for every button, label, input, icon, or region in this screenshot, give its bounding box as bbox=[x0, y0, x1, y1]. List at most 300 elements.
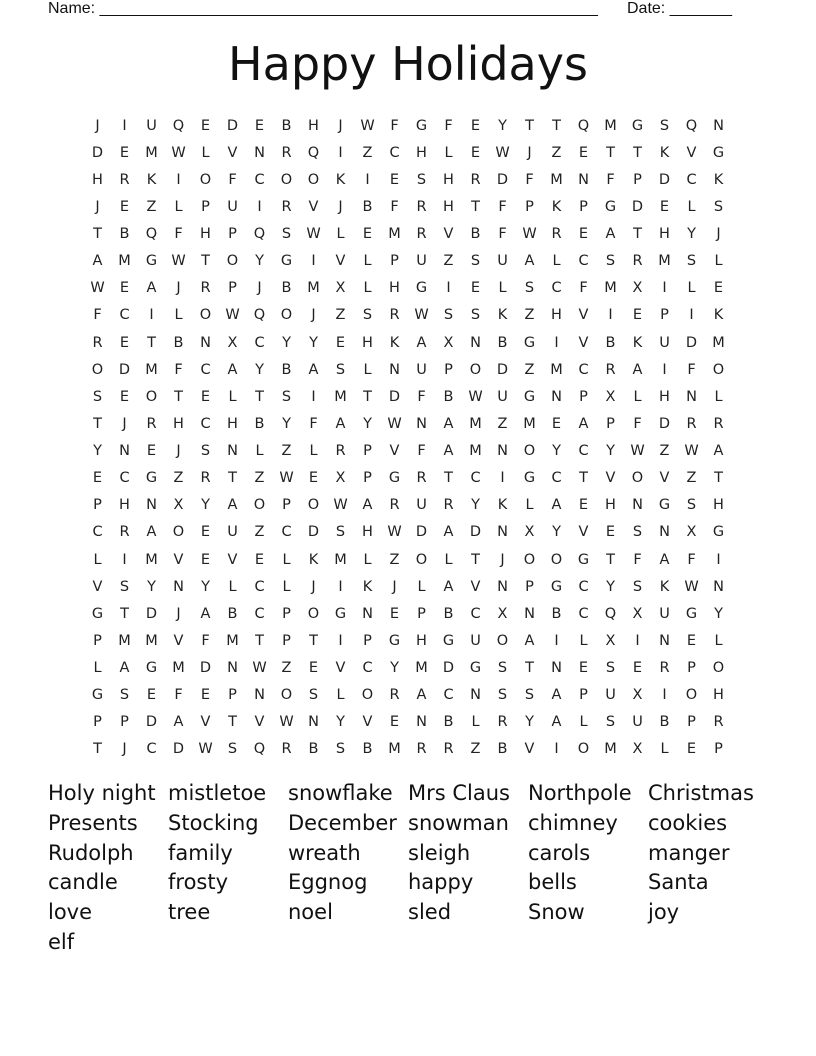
grid-letter: Q bbox=[253, 226, 266, 243]
grid-letter: B bbox=[470, 226, 481, 243]
grid-letter: L bbox=[228, 388, 237, 405]
grid-letter: Y bbox=[714, 605, 723, 622]
grid-letter: G bbox=[145, 470, 158, 487]
grid-letter: B bbox=[173, 334, 184, 351]
grid-letter: Y bbox=[282, 334, 291, 351]
grid-letter: U bbox=[470, 632, 481, 649]
grid-letter: R bbox=[119, 171, 130, 188]
grid-letter: N bbox=[227, 660, 238, 677]
grid-letter: L bbox=[282, 578, 291, 595]
grid-letter: O bbox=[280, 307, 293, 324]
grid-letter: L bbox=[552, 253, 561, 270]
grid-letter: A bbox=[416, 334, 427, 351]
grid-letter: J bbox=[122, 415, 127, 432]
grid-letter: S bbox=[335, 524, 346, 541]
grid-letter: A bbox=[443, 443, 454, 460]
grid-letter: V bbox=[389, 443, 400, 460]
grid-letter: L bbox=[282, 551, 291, 568]
grid-letter: I bbox=[662, 280, 667, 297]
grid-letter: U bbox=[227, 524, 238, 541]
word-bank-item: manger bbox=[648, 840, 730, 865]
grid-letter: N bbox=[146, 497, 157, 514]
grid-letter: L bbox=[93, 551, 102, 568]
grid-letter: V bbox=[443, 226, 454, 243]
grid-letter: S bbox=[281, 388, 292, 405]
date-line bbox=[627, 0, 732, 18]
grid-letter: Y bbox=[606, 443, 615, 460]
grid-letter: L bbox=[174, 198, 183, 215]
grid-letter: T bbox=[93, 226, 102, 243]
grid-letter: O bbox=[307, 171, 320, 188]
grid-letter: Y bbox=[93, 443, 102, 460]
grid-letter: F bbox=[444, 117, 453, 134]
grid-letter: V bbox=[308, 198, 319, 215]
grid-letter: X bbox=[632, 687, 643, 704]
word-bank-item: love bbox=[48, 900, 93, 925]
grid-letter: I bbox=[689, 307, 694, 324]
grid-letter: X bbox=[335, 470, 346, 487]
word-bank-item: mistletoe bbox=[168, 781, 267, 805]
grid-letter: L bbox=[174, 307, 183, 324]
grid-letter: P bbox=[363, 632, 372, 649]
grid-letter: B bbox=[443, 605, 454, 622]
grid-letter: O bbox=[280, 687, 293, 704]
grid-letter: M bbox=[334, 551, 347, 568]
grid-letter: T bbox=[147, 334, 156, 351]
word-bank-item: snowman bbox=[408, 810, 509, 835]
grid-letter: C bbox=[578, 361, 589, 378]
grid-letter: O bbox=[496, 632, 509, 649]
grid-letter: Z bbox=[524, 307, 535, 324]
grid-letter: B bbox=[443, 388, 454, 405]
grid-letter: H bbox=[551, 307, 562, 324]
grid-letter: L bbox=[93, 660, 102, 677]
grid-letter: Q bbox=[604, 605, 617, 622]
grid-letter: M bbox=[118, 253, 131, 270]
grid-letter: N bbox=[551, 660, 562, 677]
grid-letter: V bbox=[335, 660, 346, 677]
grid-letter: F bbox=[174, 687, 183, 704]
grid-letter: R bbox=[713, 714, 724, 731]
grid-letter: S bbox=[227, 741, 238, 758]
grid-letter: B bbox=[497, 334, 508, 351]
grid-letter: M bbox=[388, 226, 401, 243]
grid-letter: E bbox=[200, 687, 211, 704]
grid-letter: D bbox=[226, 117, 239, 134]
grid-letter: A bbox=[632, 361, 643, 378]
grid-letter: A bbox=[443, 578, 454, 595]
grid-letter: E bbox=[470, 117, 481, 134]
word-bank-item: carols bbox=[528, 840, 591, 865]
word-bank bbox=[48, 778, 768, 957]
grid-letter: I bbox=[122, 551, 127, 568]
grid-letter: R bbox=[659, 660, 670, 677]
grid-letter: N bbox=[713, 117, 724, 134]
word-bank-item: sleigh bbox=[408, 840, 471, 865]
grid-letter: F bbox=[606, 171, 615, 188]
grid-letter: L bbox=[714, 632, 723, 649]
grid-letter: D bbox=[307, 524, 320, 541]
grid-letter: H bbox=[416, 632, 427, 649]
grid-letter: P bbox=[228, 687, 237, 704]
grid-letter: N bbox=[308, 714, 319, 731]
grid-letter: L bbox=[363, 361, 372, 378]
grid-letter: Z bbox=[551, 144, 562, 161]
grid-letter: C bbox=[470, 470, 481, 487]
grid-letter: A bbox=[308, 361, 319, 378]
grid-letter: C bbox=[389, 144, 400, 161]
grid-letter: T bbox=[714, 470, 723, 487]
grid-letter: I bbox=[338, 578, 343, 595]
grid-letter: V bbox=[578, 307, 589, 324]
grid-letter: D bbox=[415, 524, 428, 541]
grid-letter: C bbox=[254, 578, 265, 595]
grid-letter: C bbox=[578, 605, 589, 622]
grid-letter: M bbox=[469, 415, 482, 432]
grid-letter: C bbox=[254, 171, 265, 188]
grid-letter: X bbox=[632, 280, 643, 297]
grid-letter: P bbox=[525, 198, 534, 215]
grid-letter: W bbox=[684, 578, 699, 595]
grid-letter: J bbox=[95, 198, 100, 215]
grid-letter: I bbox=[149, 307, 154, 324]
grid-letter: V bbox=[578, 334, 589, 351]
grid-letter: U bbox=[416, 361, 427, 378]
grid-letter: C bbox=[146, 741, 157, 758]
grid-letter: O bbox=[307, 497, 320, 514]
grid-letter: G bbox=[469, 660, 482, 677]
grid-letter: Y bbox=[552, 443, 561, 460]
grid-letter: Z bbox=[470, 741, 481, 758]
grid-letter: S bbox=[416, 171, 427, 188]
grid-letter: V bbox=[335, 253, 346, 270]
grid-letter: E bbox=[119, 198, 130, 215]
grid-letter: R bbox=[470, 171, 481, 188]
grid-letter: J bbox=[95, 117, 100, 134]
word-bank-item: bells bbox=[528, 870, 577, 895]
grid-letter: E bbox=[119, 388, 130, 405]
grid-letter: Q bbox=[685, 117, 698, 134]
grid-letter: T bbox=[606, 551, 615, 568]
grid-letter: T bbox=[471, 198, 480, 215]
grid-letter: R bbox=[416, 470, 427, 487]
grid-letter: T bbox=[606, 144, 615, 161]
grid-letter: T bbox=[633, 144, 642, 161]
grid-letter: G bbox=[91, 687, 104, 704]
grid-letter: C bbox=[200, 361, 211, 378]
word-bank-item: tree bbox=[168, 900, 211, 925]
grid-letter: E bbox=[551, 415, 562, 432]
grid-letter: W bbox=[279, 470, 294, 487]
grid-letter: V bbox=[173, 632, 184, 649]
grid-letter: Q bbox=[253, 741, 266, 758]
grid-letter: J bbox=[257, 280, 262, 297]
grid-letter: P bbox=[579, 687, 588, 704]
grid-letter: R bbox=[200, 470, 211, 487]
grid-letter: N bbox=[632, 497, 643, 514]
grid-letter: W bbox=[198, 741, 213, 758]
grid-letter: O bbox=[415, 551, 428, 568]
grid-letter: X bbox=[173, 497, 184, 514]
grid-letter: P bbox=[390, 253, 399, 270]
grid-letter: T bbox=[309, 632, 318, 649]
grid-letter: I bbox=[554, 334, 559, 351]
grid-letter: R bbox=[92, 334, 103, 351]
grid-letter: L bbox=[201, 144, 210, 161]
grid-letter: A bbox=[416, 687, 427, 704]
grid-letter: L bbox=[228, 578, 237, 595]
grid-letter: E bbox=[659, 198, 670, 215]
grid-letter: P bbox=[93, 497, 102, 514]
grid-letter: F bbox=[687, 551, 696, 568]
grid-letter: Y bbox=[552, 524, 561, 541]
grid-letter: G bbox=[442, 632, 455, 649]
grid-letter: N bbox=[227, 443, 238, 460]
grid-letter: L bbox=[363, 551, 372, 568]
grid-letter: B bbox=[497, 741, 508, 758]
word-bank-item: joy bbox=[648, 900, 680, 925]
grid-letter: N bbox=[119, 443, 130, 460]
grid-letter: T bbox=[174, 388, 183, 405]
grid-letter: R bbox=[443, 497, 454, 514]
grid-letter: T bbox=[525, 117, 534, 134]
grid-letter: S bbox=[632, 524, 643, 541]
grid-letter: R bbox=[146, 415, 157, 432]
grid-letter: I bbox=[554, 632, 559, 649]
grid-letter: W bbox=[495, 144, 510, 161]
grid-letter: M bbox=[469, 443, 482, 460]
grid-letter: V bbox=[470, 578, 481, 595]
grid-letter: M bbox=[523, 415, 536, 432]
grid-letter: J bbox=[527, 144, 532, 161]
grid-letter: K bbox=[659, 578, 670, 595]
word-bank-item: Northpole bbox=[528, 781, 632, 805]
grid-letter: A bbox=[551, 687, 562, 704]
grid-letter: O bbox=[685, 687, 698, 704]
grid-letter: Y bbox=[255, 253, 264, 270]
grid-letter: L bbox=[336, 226, 345, 243]
grid-letter: I bbox=[662, 687, 667, 704]
grid-letter: E bbox=[119, 334, 130, 351]
grid-letter: F bbox=[579, 280, 588, 297]
grid-letter: Z bbox=[173, 470, 184, 487]
grid-letter: R bbox=[713, 415, 724, 432]
grid-letter: R bbox=[443, 741, 454, 758]
grid-letter: E bbox=[578, 497, 589, 514]
grid-letter: C bbox=[686, 171, 697, 188]
grid-letter: A bbox=[362, 497, 373, 514]
grid-letter: F bbox=[633, 415, 642, 432]
grid-letter: Y bbox=[255, 361, 264, 378]
grid-letter: E bbox=[146, 687, 157, 704]
grid-letter: B bbox=[281, 280, 292, 297]
grid-letter: G bbox=[712, 144, 725, 161]
grid-letter: G bbox=[712, 524, 725, 541]
grid-letter: G bbox=[280, 253, 293, 270]
grid-letter: T bbox=[120, 605, 129, 622]
word-bank-item: noel bbox=[288, 900, 333, 925]
grid-letter: G bbox=[415, 117, 428, 134]
grid-letter: W bbox=[387, 415, 402, 432]
grid-letter: G bbox=[145, 660, 158, 677]
grid-letter: G bbox=[334, 605, 347, 622]
grid-letter: D bbox=[685, 334, 698, 351]
grid-letter: H bbox=[173, 415, 184, 432]
grid-letter: Q bbox=[145, 226, 158, 243]
date-label: Date: bbox=[627, 0, 670, 17]
grid-letter: L bbox=[579, 632, 588, 649]
grid-letter: S bbox=[686, 253, 697, 270]
grid-letter: W bbox=[522, 226, 537, 243]
grid-letter: W bbox=[252, 660, 267, 677]
word-bank-item: snowflake bbox=[288, 781, 393, 805]
grid-letter: W bbox=[306, 226, 321, 243]
grid-letter: S bbox=[335, 361, 346, 378]
grid-letter: P bbox=[417, 605, 426, 622]
grid-letter: R bbox=[632, 253, 643, 270]
grid-letter: D bbox=[631, 198, 644, 215]
grid-letter: P bbox=[660, 307, 669, 324]
grid-letter: O bbox=[199, 307, 212, 324]
grid-letter: F bbox=[174, 361, 183, 378]
grid-letter: S bbox=[119, 687, 130, 704]
grid-letter: I bbox=[176, 171, 181, 188]
grid-letter: T bbox=[201, 253, 210, 270]
grid-letter: R bbox=[200, 280, 211, 297]
grid-letter: H bbox=[119, 497, 130, 514]
grid-letter: W bbox=[684, 443, 699, 460]
grid-letter: D bbox=[388, 388, 401, 405]
grid-letter: B bbox=[119, 226, 130, 243]
grid-letter: I bbox=[338, 632, 343, 649]
grid-letter: O bbox=[577, 741, 590, 758]
grid-letter: X bbox=[605, 632, 616, 649]
grid-letter: N bbox=[713, 578, 724, 595]
grid-letter: S bbox=[632, 578, 643, 595]
grid-letter: N bbox=[389, 361, 400, 378]
grid-letter: H bbox=[308, 117, 319, 134]
grid-letter: O bbox=[199, 171, 212, 188]
grid-letter: Z bbox=[254, 524, 265, 541]
grid-letter: Y bbox=[309, 334, 318, 351]
grid-letter: S bbox=[470, 307, 481, 324]
grid-letter: L bbox=[498, 280, 507, 297]
grid-letter: J bbox=[338, 198, 343, 215]
grid-letter: M bbox=[145, 551, 158, 568]
grid-letter: C bbox=[254, 605, 265, 622]
grid-letter: N bbox=[497, 578, 508, 595]
grid-letter: N bbox=[254, 687, 265, 704]
name-blank: ________________________________________________________ bbox=[99, 0, 598, 17]
grid-letter: P bbox=[525, 578, 534, 595]
grid-letter: M bbox=[226, 632, 239, 649]
grid-letter: F bbox=[309, 415, 318, 432]
grid-letter: Q bbox=[307, 144, 320, 161]
grid-letter: H bbox=[443, 171, 454, 188]
grid-letter: I bbox=[554, 741, 559, 758]
grid-letter: N bbox=[416, 415, 427, 432]
grid-letter: K bbox=[362, 578, 373, 595]
grid-letter: C bbox=[119, 470, 130, 487]
grid-letter: E bbox=[389, 714, 400, 731]
grid-letter: D bbox=[145, 605, 158, 622]
grid-letter: F bbox=[390, 117, 399, 134]
grid-letter: L bbox=[471, 714, 480, 731]
grid-letter: X bbox=[632, 741, 643, 758]
grid-letter: Z bbox=[524, 361, 535, 378]
grid-letter: S bbox=[497, 687, 508, 704]
grid-letter: A bbox=[605, 226, 616, 243]
grid-letter: H bbox=[416, 144, 427, 161]
grid-letter: W bbox=[387, 524, 402, 541]
grid-letter: M bbox=[307, 280, 320, 297]
grid-letter: E bbox=[308, 660, 319, 677]
grid-letter: C bbox=[470, 605, 481, 622]
grid-letter: P bbox=[687, 660, 696, 677]
grid-letter: O bbox=[523, 551, 536, 568]
grid-letter: X bbox=[227, 334, 238, 351]
grid-letter: R bbox=[416, 741, 427, 758]
grid-letter: J bbox=[311, 307, 316, 324]
grid-letter: O bbox=[469, 361, 482, 378]
grid-letter: K bbox=[551, 198, 562, 215]
grid-letter: R bbox=[335, 443, 346, 460]
grid-letter: X bbox=[605, 388, 616, 405]
grid-letter: Z bbox=[281, 443, 292, 460]
grid-letter: S bbox=[524, 280, 535, 297]
grid-letter: F bbox=[228, 171, 237, 188]
word-bank-item: Snow bbox=[528, 900, 585, 925]
grid-letter: D bbox=[496, 361, 509, 378]
grid-letter: Y bbox=[282, 415, 291, 432]
grid-letter: N bbox=[470, 334, 481, 351]
grid-letter: G bbox=[685, 605, 698, 622]
name-label: Name: bbox=[48, 0, 100, 17]
grid-letter: H bbox=[659, 388, 670, 405]
word-bank-item: Santa bbox=[648, 870, 709, 895]
grid-letter: J bbox=[716, 226, 721, 243]
grid-letter: G bbox=[631, 117, 644, 134]
grid-letter: G bbox=[523, 334, 536, 351]
name-line bbox=[48, 0, 598, 18]
grid-letter: S bbox=[92, 388, 103, 405]
grid-letter: I bbox=[311, 388, 316, 405]
grid-letter: A bbox=[119, 660, 130, 677]
grid-letter: H bbox=[92, 171, 103, 188]
grid-letter: S bbox=[605, 253, 616, 270]
grid-letter: R bbox=[416, 226, 427, 243]
grid-letter: O bbox=[361, 687, 374, 704]
grid-letter: P bbox=[93, 632, 102, 649]
grid-letter: P bbox=[579, 198, 588, 215]
grid-letter: O bbox=[523, 443, 536, 460]
grid-letter: V bbox=[254, 714, 265, 731]
grid-letter: O bbox=[172, 524, 185, 541]
grid-letter: K bbox=[497, 307, 508, 324]
grid-letter: Y bbox=[471, 497, 480, 514]
grid-letter: Q bbox=[172, 117, 185, 134]
grid-letter: A bbox=[146, 524, 157, 541]
grid-letter: A bbox=[92, 253, 103, 270]
grid-letter: F bbox=[525, 171, 534, 188]
grid-letter: E bbox=[713, 280, 724, 297]
grid-letter: S bbox=[443, 307, 454, 324]
grid-letter: C bbox=[254, 334, 265, 351]
grid-letter: C bbox=[362, 660, 373, 677]
grid-letter: V bbox=[362, 714, 373, 731]
grid-letter: T bbox=[633, 226, 642, 243]
grid-letter: X bbox=[632, 605, 643, 622]
